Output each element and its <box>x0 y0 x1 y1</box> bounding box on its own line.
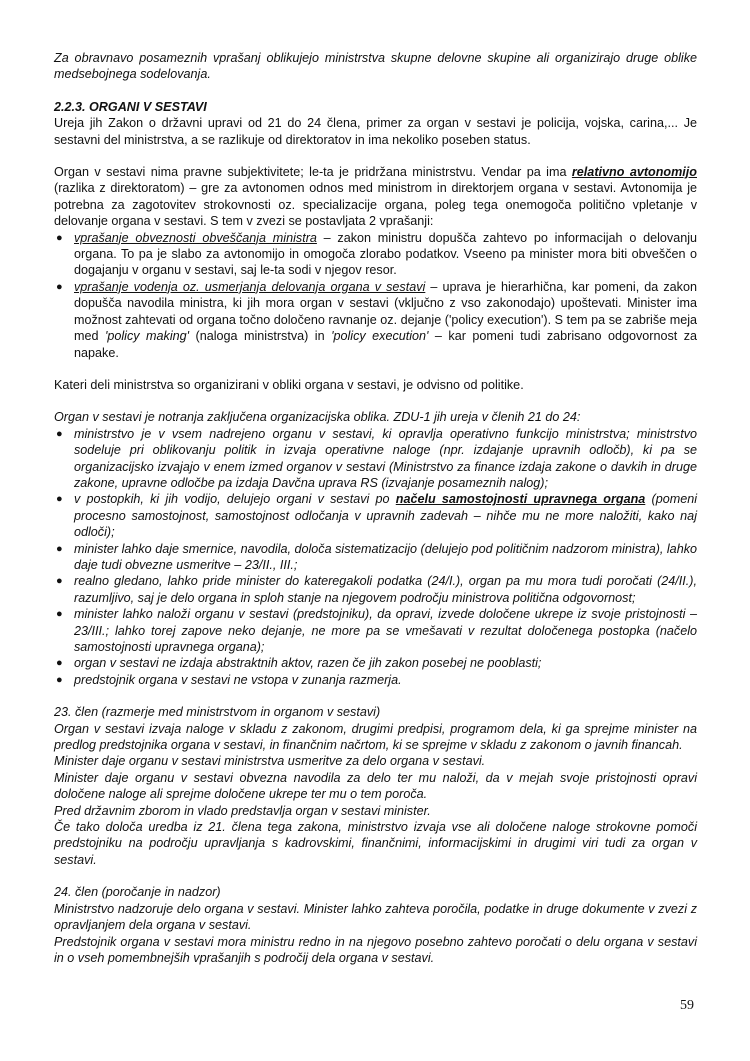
emphasis-relative-autonomy: relativno avtonomijo <box>571 165 697 180</box>
term-policy-execution: 'policy execution' <box>331 329 429 344</box>
question-text: – zakon ministru dopušča zahtevo po informacijah o delovanju organa. To pa je slabo za avtonomijo in omogoča zlorabo podatkov. Vseeno pa minister mora biti obveščen o dogajanju v organu v sestavi, saj le-ta sodi v njegov resor. <box>74 230 698 278</box>
article-24 <box>54 884 697 966</box>
paragraph-text: (razlika z direktoratom) – gre za avtonomen odnos med ministrom in direktorjem organa v sestavi. Avtonomija je potrebna za zagotovitev strokovnosti oz. specializacije organa, poleg tega onemogoča politično vpletanje v delovanje organa v sestavi. S tem v zvezi se postavljata 2 vprašanji: <box>54 181 697 229</box>
page-number: 59 <box>680 998 694 1013</box>
intro-paragraph: Za obravnavo posameznih vprašanj oblikujejo ministrstva skupne delovne skupine ali organizirajo druge oblike medsebojnega sodelovanja. <box>54 51 697 82</box>
article-line: Organ v sestavi izvaja naloge v skladu z zakonom, drugimi predpisi, programom dela, ki ga sprejme minister na predlog predstojnika organa v sestavi, in finančnim načrtom, ki se sprejme v skladu z zakonom o javnih financah. <box>54 721 697 753</box>
article-line: Če tako določa uredba iz 21. člena tega zakona, ministrstvo izvaja vse ali določene naloge strokovne pomoči predstojniku na področju upravljanja s kadrovskimi, finančnimi, informacijskimi in drugimi viri tudi za organ v sestavi. <box>54 820 697 867</box>
article-title: 23. člen (razmerje med ministrstvom in organom v sestavi) <box>54 705 381 720</box>
bullet-icon: ● <box>56 608 63 621</box>
list-item <box>54 279 697 361</box>
question-title: vprašanje obveznosti obveščanja ministra <box>74 230 317 245</box>
section-paragraph-4: Organ v sestavi je notranja zaključena organizacijska oblika. ZDU-1 jih ureja v členih 21 do 24: <box>54 410 581 425</box>
article-line: Ministrstvo nadzoruje delo organa v sestavi. Minister lahko zahteva poročila, podatke in druge dokumente v zvezi z opravljanjem dela organa v sestavi. <box>54 901 697 933</box>
list-item <box>54 655 697 671</box>
list-item <box>54 426 697 492</box>
bullet-icon: ● <box>56 542 63 555</box>
list-item <box>54 491 697 540</box>
question-title: vprašanje vodenja oz. usmerjanja delovanja organa v sestavi <box>74 279 426 294</box>
article-line: Pred državnim zborom in vlado predstavlja organ v sestavi minister. <box>54 803 431 818</box>
zdu-items-list <box>54 426 697 689</box>
questions-list <box>54 230 697 361</box>
item-text: realno gledano, lahko pride minister do kateregakoli podatka (24/I.), organ pa mu mora tudi poročati (24/II.), razumljivo, saj je delo organa in sploh stanje na njegovem področju ministrova politična odgovornost; <box>74 574 697 605</box>
item-text: ministrstvo je v vsem nadrejeno organu v sestavi, ki opravlja operativno funkcijo ministrstva; ministrstvo sodeluje pri oblikovanju politik in izvaja operativne naloge (npr. izdajanje upravnih odločb), ki pa se organizacijsko izvajajo v enem izmed organov v sestavi (Ministrstvo za finance izdaja zakone o davkih in druge zakone, upravne odločbe pa izdaja Davčna uprava RS (izvajanje posameznih nalog); <box>74 426 697 490</box>
list-item <box>54 573 697 606</box>
section-paragraph-2 <box>54 164 697 230</box>
list-item <box>54 230 697 279</box>
bullet-icon: ● <box>56 575 63 588</box>
article-line: Predstojnik organa v sestavi mora ministru redno in na njegovo posebno zahtevo poročati o delu organa v sestavi in o vseh pomembnejših vprašanjih s področij dela organa v sestavi. <box>54 934 697 965</box>
term-policy-making: 'policy making' <box>104 329 190 344</box>
paragraph-text: Organ v sestavi nima pravne subjektivitete; le-ta je pridržana ministrstvu. Vendar pa ima <box>54 165 572 180</box>
article-line: Minister daje organu v sestavi obvezna navodila za delo ter mu naloži, da v mejah svoje pristojnosti opravi določene naloge ali sprejme določene ukrepe ter mu o tem poroča. <box>54 770 697 802</box>
list-item <box>54 541 697 574</box>
section-paragraph-3: Kateri deli ministrstva so organizirani v obliki organa v sestavi, je odvisno od politike. <box>54 377 524 392</box>
document-page <box>54 50 697 966</box>
item-text: minister lahko daje smernice, navodila, določa sistematizacijo (delujejo pod političnim nadzorom ministra), lahko daje tudi obvezne usmeritve – 23/II., III.; <box>74 541 697 572</box>
bullet-icon: ● <box>56 673 63 686</box>
item-text: organ v sestavi ne izdaja abstraktnih aktov, razen če jih zakon posebej ne pooblasti; <box>74 656 542 671</box>
bullet-icon: ● <box>56 280 63 293</box>
bullet-icon: ● <box>56 493 63 506</box>
list-item <box>54 672 697 688</box>
bullet-icon: ● <box>56 427 63 440</box>
bullet-icon: ● <box>56 657 63 670</box>
item-text: predstojnik organa v sestavi ne vstopa v zunanja razmerja. <box>74 672 402 687</box>
question-text: – kar pomeni tudi zabrisano odgovornost za napake. <box>74 329 698 360</box>
article-23 <box>54 704 697 868</box>
question-text: (naloga ministrstva) in <box>189 329 332 344</box>
article-title: 24. člen (poročanje in nadzor) <box>54 885 221 900</box>
article-line: Minister daje organu v sestavi ministrstva usmeritve za delo organa v sestavi. <box>54 754 486 769</box>
item-text: v postopkih, ki jih vodijo, delujejo organi v sestavi po <box>74 492 396 507</box>
list-item <box>54 606 697 655</box>
bullet-icon: ● <box>56 231 63 244</box>
section-heading: 2.2.3. ORGANI V SESTAVI <box>54 99 207 114</box>
section-paragraph-1: Ureja jih Zakon o državni upravi od 21 do 24 člena, primer za organ v sestavi je policija, vojska, carina,... Je sestavni del ministrstva, a se razlikuje od direktoratov in ima nekoliko poseben status. <box>54 116 697 147</box>
emphasis-principle: načelu samostojnosti upravnega organa <box>395 492 646 507</box>
question-text: – uprava je hierarhična, kar pomeni, da zakon dopušča navodila ministra, ki jih mora organ v sestavi (vključno z vso zakonodajo) upoštevati. Minister ima možnost zahtevati od organa točno določeno ravnanje oz. dejanje ('policy execution'). S tem pa se zabriše meja med <box>74 279 697 344</box>
item-text: minister lahko naloži organu v sestavi (predstojniku), da opravi, izvede določene ukrepe iz svoje pristojnosti – 23/III.; lahko torej zapove neko dejanje, ne more pa se vmešavati v rezultat določenega postopka (načelo samostojnosti upravnega organa); <box>74 607 697 654</box>
item-text: (pomeni procesno samostojnost, samostojnost odločanja v upravnih zadevah – nihče mu ne more naložiti, kako naj odloči); <box>74 492 697 540</box>
